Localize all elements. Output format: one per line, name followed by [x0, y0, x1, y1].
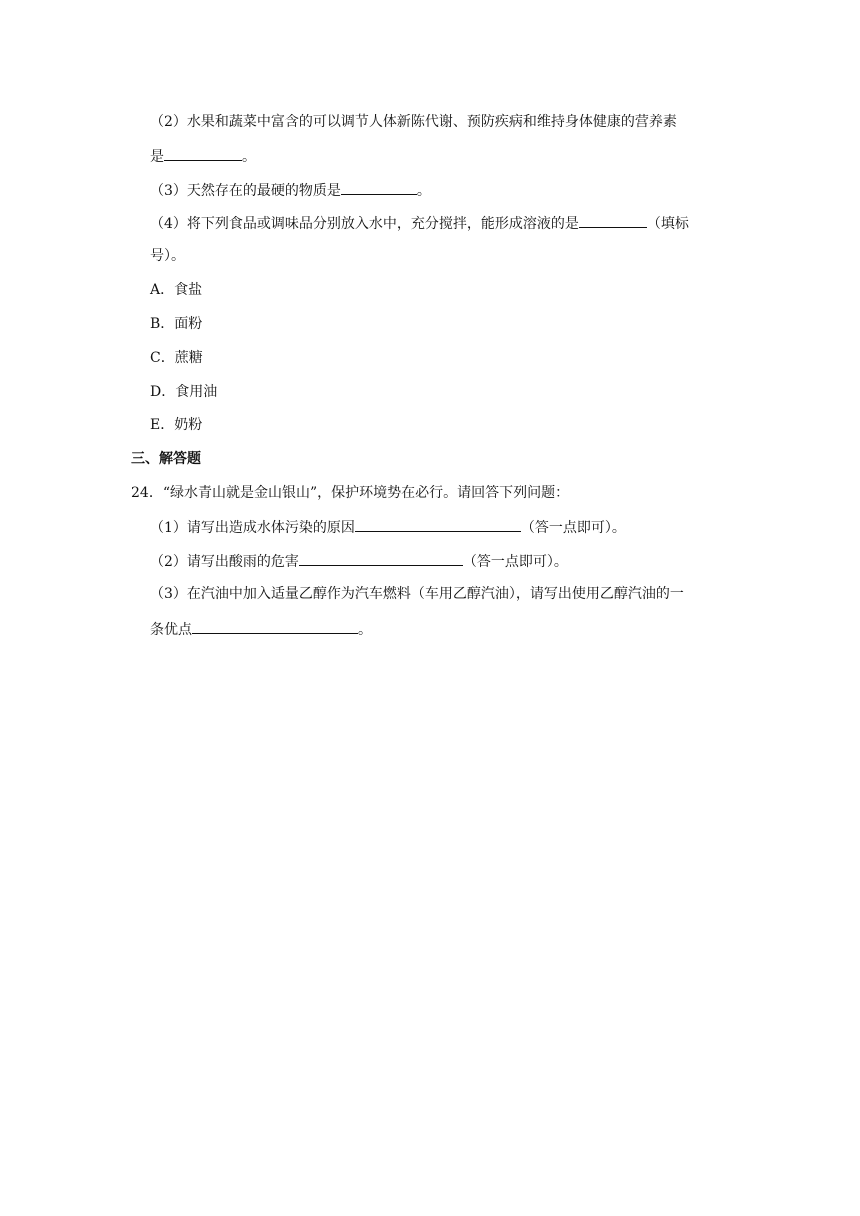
- q2-line2: [150, 145, 256, 167]
- option-label: D．食用油: [150, 384, 218, 400]
- q2-suffix: 。: [242, 149, 256, 165]
- q24-sub2-text: （2）请写出酸雨的危害: [150, 554, 299, 570]
- q24-sub3-answer-blank[interactable]: [192, 618, 358, 634]
- q24-sub3-suffix: 。: [358, 622, 372, 638]
- q24-sub1-answer-blank[interactable]: [355, 516, 521, 532]
- q24-stem-text: 24．“绿水青山就是金山银山”，保护环境势在必行。请回答下列问题：: [131, 485, 570, 501]
- q24-sub3-line1: [150, 584, 684, 604]
- q24-sub2: [150, 550, 568, 572]
- q4-option-d[interactable]: [150, 382, 217, 402]
- q4-text-cont: 号）。: [150, 248, 185, 264]
- q4-option-c[interactable]: [150, 348, 203, 368]
- q24-sub1-suffix: （答一点即可）。: [520, 520, 626, 536]
- q2-answer-blank[interactable]: [164, 145, 242, 161]
- q24-sub1-text: （1）请写出造成水体污染的原因: [150, 520, 355, 536]
- q24-sub3-text: （3）在汽油中加入适量乙醇作为汽车燃料（车用乙醇汽油），请写出使用乙醇汽油的一: [150, 586, 684, 602]
- q4-suffix: （填标: [646, 216, 689, 232]
- q4-option-b[interactable]: [150, 314, 202, 334]
- q2-prefix: 是: [150, 149, 164, 165]
- section-heading: [131, 449, 201, 469]
- q24-sub3-line2: [150, 618, 372, 640]
- q24-sub1: [150, 516, 626, 538]
- q3-answer-blank[interactable]: [341, 179, 417, 195]
- q3-text: （3）天然存在的最硬的物质是: [150, 183, 341, 199]
- q4-text: （4）将下列食品或调味品分别放入水中，充分搅拌，能形成溶液的是: [150, 216, 579, 232]
- q4-option-e[interactable]: [150, 415, 202, 435]
- section-title: 三、解答题: [131, 451, 201, 467]
- q2-text: （2）水果和蔬菜中富含的可以调节人体新陈代谢、预防疾病和维持身体健康的营养素: [150, 114, 677, 130]
- option-label: E．奶粉: [150, 417, 203, 433]
- q24-stem: [131, 483, 569, 503]
- option-label: B．面粉: [150, 316, 203, 332]
- q24-sub2-answer-blank[interactable]: [299, 550, 463, 566]
- q4-line2: [150, 246, 185, 266]
- q4-answer-blank[interactable]: [579, 212, 647, 228]
- option-label: A．食盐: [150, 282, 203, 298]
- option-label: C．蔗糖: [150, 350, 203, 366]
- q24-sub2-suffix: （答一点即可）。: [462, 554, 568, 570]
- q4-option-a[interactable]: [150, 280, 202, 300]
- q2-line1: [150, 112, 677, 132]
- q24-sub3-prefix: 条优点: [150, 622, 192, 638]
- q4-line1: [150, 212, 689, 234]
- q3-suffix: 。: [416, 183, 431, 199]
- q3-line: [150, 179, 431, 201]
